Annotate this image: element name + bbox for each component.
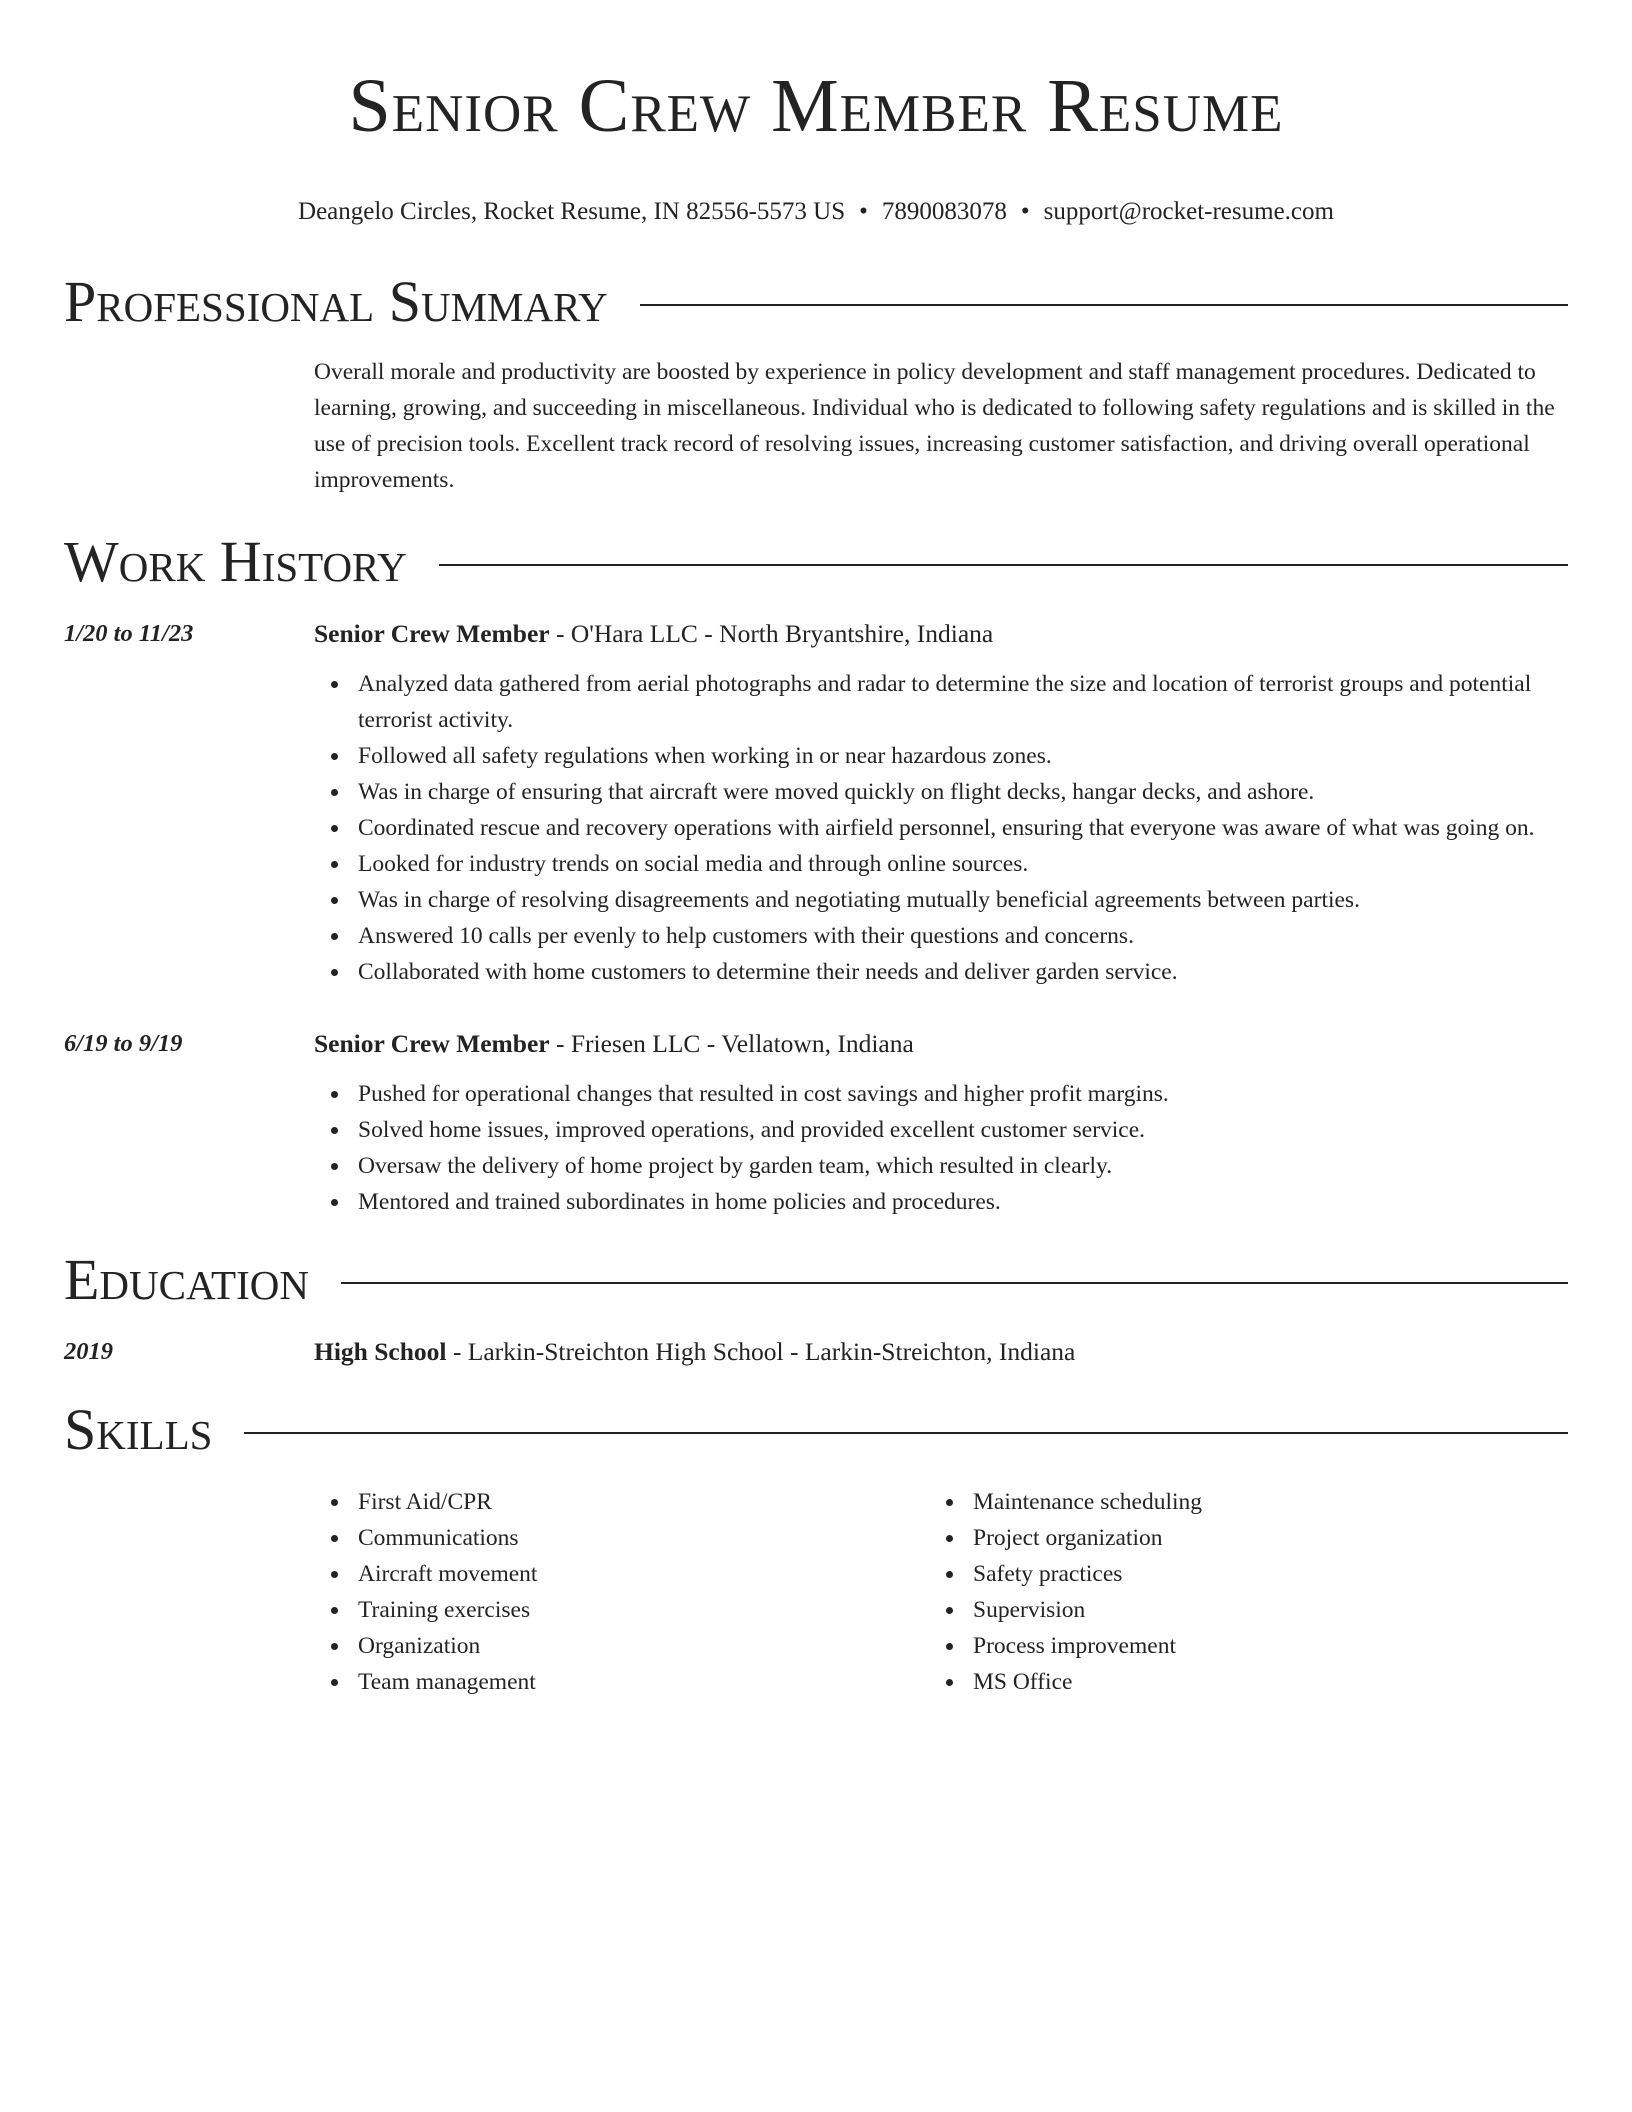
skills-column-right xyxy=(929,1484,1544,1700)
contact-separator: • xyxy=(1020,198,1030,225)
job-title: Senior Crew Member xyxy=(314,619,550,648)
job-title-line xyxy=(314,1026,1568,1062)
education-heading xyxy=(64,1248,1568,1312)
job-title: Senior Crew Member xyxy=(314,1029,550,1058)
section-divider xyxy=(244,1432,1568,1434)
job-entry xyxy=(64,1026,1568,1220)
job-body xyxy=(314,1026,1568,1220)
skill-item: MS Office xyxy=(929,1664,1544,1700)
skills-column-left xyxy=(314,1484,929,1700)
work-history-heading-text: Work History xyxy=(64,529,407,594)
education-heading-text: Education xyxy=(64,1247,309,1312)
contact-address: Deangelo Circles, Rocket Resume, IN 82556-5573 US xyxy=(298,198,846,225)
job-entry xyxy=(64,616,1568,990)
section-divider xyxy=(640,304,1568,306)
job-bullets xyxy=(314,666,1568,990)
skills-heading xyxy=(64,1398,1568,1462)
skill-item: Aircraft movement xyxy=(314,1556,929,1592)
education-year: 2019 xyxy=(64,1338,113,1365)
skill-item: Project organization xyxy=(929,1520,1544,1556)
job-bullet: Looked for industry trends on social media and through online sources. xyxy=(314,846,1568,882)
job-bullet: Solved home issues, improved operations, and provided excellent customer service. xyxy=(314,1112,1568,1148)
summary-heading-text: Professional Summary xyxy=(64,269,608,334)
skills-section xyxy=(64,1398,1568,1700)
job-title-line xyxy=(314,616,1568,652)
section-divider xyxy=(341,1282,1568,1284)
work-history-heading xyxy=(64,530,1568,594)
education-line xyxy=(314,1334,1075,1370)
job-bullet: Analyzed data gathered from aerial photographs and radar to determine the size and location of terrorist groups and potential terrorist activity. xyxy=(314,666,1568,738)
job-bullet: Pushed for operational changes that resulted in cost savings and higher profit margins. xyxy=(314,1076,1568,1112)
resume-title: Senior Crew Member Resume xyxy=(348,64,1284,148)
skill-item: First Aid/CPR xyxy=(314,1484,929,1520)
job-bullet: Answered 10 calls per evenly to help customers with their questions and concerns. xyxy=(314,918,1568,954)
job-employer: - O'Hara LLC - North Bryantshire, Indiana xyxy=(549,619,994,648)
job-dates: 6/19 to 9/19 xyxy=(64,1030,183,1057)
skill-item: Organization xyxy=(314,1628,929,1664)
skills-grid xyxy=(314,1484,1568,1700)
skill-item: Safety practices xyxy=(929,1556,1544,1592)
skill-item: Supervision xyxy=(929,1592,1544,1628)
job-bullet: Was in charge of ensuring that aircraft were moved quickly on flight decks, hangar decks, and ashore. xyxy=(314,774,1568,810)
job-body xyxy=(314,616,1568,990)
section-divider xyxy=(439,564,1568,566)
skill-item: Training exercises xyxy=(314,1592,929,1628)
education-school: - Larkin-Streichton High School - Larkin-Streichton, Indiana xyxy=(446,1337,1076,1366)
skills-list xyxy=(929,1484,1544,1700)
job-dates: 1/20 to 11/23 xyxy=(64,620,194,647)
skill-item: Team management xyxy=(314,1664,929,1700)
job-bullet: Oversaw the delivery of home project by garden team, which resulted in clearly. xyxy=(314,1148,1568,1184)
skill-item: Maintenance scheduling xyxy=(929,1484,1544,1520)
contact-phone: 7890083078 xyxy=(881,198,1007,225)
skills-list xyxy=(314,1484,929,1700)
contact-separator: • xyxy=(859,198,868,225)
job-bullet: Followed all safety regulations when working in or near hazardous zones. xyxy=(314,738,1568,774)
summary-section xyxy=(64,270,1568,498)
summary-heading xyxy=(64,270,1568,334)
job-bullet: Coordinated rescue and recovery operations with airfield personnel, ensuring that everyone was aware of what was going on. xyxy=(314,810,1568,846)
education-section xyxy=(64,1248,1568,1370)
contact-email: support@rocket-resume.com xyxy=(1043,198,1334,225)
contact-line xyxy=(64,196,1568,228)
job-bullet: Mentored and trained subordinates in home policies and procedures. xyxy=(314,1184,1568,1220)
education-entry xyxy=(64,1334,1568,1370)
education-degree: High School xyxy=(314,1337,447,1366)
job-bullets xyxy=(314,1076,1568,1220)
skill-item: Communications xyxy=(314,1520,929,1556)
job-bullet: Collaborated with home customers to determine their needs and deliver garden service. xyxy=(314,954,1568,990)
job-employer: - Friesen LLC - Vellatown, Indiana xyxy=(549,1029,914,1058)
skill-item: Process improvement xyxy=(929,1628,1544,1664)
summary-text: Overall morale and productivity are boosted by experience in policy development and staff management procedures. Dedicated to learning, growing, and succeeding in miscellaneous. Individual who is dedicated to following safety regulations and is skilled in the use of precision tools. Excellent track record of resolving issues, increasing customer satisfaction, and driving overall operational improvements. xyxy=(314,359,1555,493)
work-history-section xyxy=(64,530,1568,1220)
job-bullet: Was in charge of resolving disagreements and negotiating mutually beneficial agreements between parties. xyxy=(314,882,1568,918)
skills-heading-text: Skills xyxy=(64,1397,213,1462)
